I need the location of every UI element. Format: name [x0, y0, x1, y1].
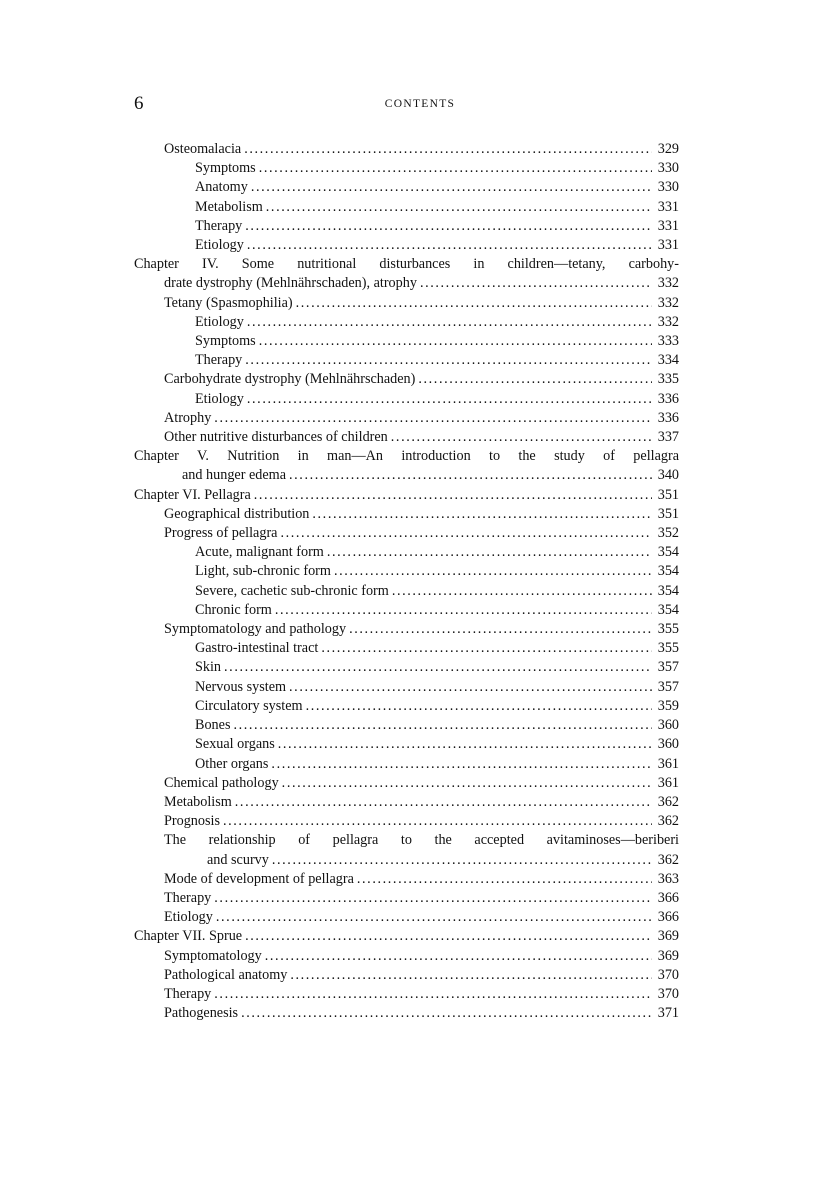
- dot-leader: [245, 217, 652, 236]
- toc-entry: [134, 274, 679, 293]
- toc-entry-title: Metabolism: [195, 198, 263, 215]
- dot-leader: [357, 870, 652, 889]
- toc-entry: [134, 697, 679, 716]
- toc-entry-page: 354: [657, 582, 679, 599]
- toc-entry-page: 362: [657, 851, 679, 868]
- toc-entry-title: Symptoms: [195, 160, 256, 177]
- toc-entry-page: 354: [657, 544, 679, 561]
- dot-leader: [251, 178, 652, 197]
- toc-entry: [134, 217, 679, 236]
- toc-entry: [134, 543, 679, 562]
- toc-entry-page: 366: [657, 889, 679, 906]
- toc-entry: [134, 947, 679, 966]
- dot-leader: [334, 562, 652, 581]
- toc-entry-page: 331: [657, 217, 679, 234]
- toc-entry-title: Chronic form: [195, 601, 272, 618]
- toc-entry-page: 330: [657, 179, 679, 196]
- toc-entry: [134, 409, 679, 428]
- running-header: CONTENTS: [384, 98, 456, 110]
- toc-entry: [134, 601, 679, 620]
- dot-leader: [418, 370, 652, 389]
- dot-leader: [306, 697, 652, 716]
- dot-leader: [289, 678, 652, 697]
- toc-entry-title: Symptomatology: [164, 947, 262, 964]
- toc-entry: [134, 812, 679, 831]
- toc-entry-title: Chapter VI. Pellagra: [134, 486, 251, 503]
- toc-entry-page: 355: [657, 621, 679, 638]
- toc-entry-page: 331: [657, 198, 679, 215]
- toc-entry-page: 360: [657, 717, 679, 734]
- toc-entry: [134, 198, 679, 217]
- toc-entry: [134, 620, 679, 639]
- toc-entry-page: 355: [657, 640, 679, 657]
- toc-entry-title: Other nutritive disturbances of children: [164, 429, 388, 446]
- toc-entry-page: 352: [657, 525, 679, 542]
- toc-entry: [134, 831, 679, 850]
- dot-leader: [349, 620, 652, 639]
- toc-entry-page: 337: [657, 429, 679, 446]
- toc-entry-title: Chapter VII. Sprue: [134, 928, 243, 945]
- toc-entry-page: 329: [657, 141, 679, 157]
- dot-leader: [290, 966, 652, 985]
- dot-leader: [327, 543, 652, 562]
- toc-entry: [134, 294, 679, 313]
- dot-leader: [289, 466, 652, 485]
- toc-entry-page: 357: [657, 659, 679, 676]
- toc-entry-title: Symptomatology and pathology: [164, 621, 347, 638]
- toc-entry-page: 332: [657, 313, 679, 330]
- toc-entry: [134, 524, 679, 543]
- toc-entry: [134, 466, 679, 485]
- toc-entry-title: Therapy: [164, 889, 212, 906]
- toc-entry-page: 336: [657, 409, 679, 426]
- toc-entry-title: Therapy: [195, 217, 243, 234]
- toc-entry-title: Anatomy: [195, 179, 248, 196]
- dot-leader: [280, 524, 652, 543]
- toc-entry-page: 369: [657, 947, 679, 964]
- toc-entry: [134, 505, 679, 524]
- dot-leader: [321, 639, 652, 658]
- dot-leader: [259, 159, 652, 178]
- toc-entry-page: 331: [657, 237, 679, 254]
- toc-entry-page: 369: [657, 928, 679, 945]
- toc-chapter-heading: [134, 447, 679, 466]
- dot-leader: [223, 812, 652, 831]
- dot-leader: [265, 947, 652, 966]
- dot-leader: [271, 755, 652, 774]
- dot-leader: [214, 889, 652, 908]
- toc-entry-title: Sexual organs: [195, 736, 275, 753]
- toc-entry: [134, 370, 679, 389]
- toc-entry-title: Etiology: [195, 237, 244, 254]
- toc-entry-page: 370: [657, 985, 679, 1002]
- toc-entry-page: 333: [657, 333, 679, 350]
- toc-entry-page: 362: [657, 813, 679, 830]
- page-number: 6: [134, 93, 144, 114]
- dot-leader: [245, 351, 652, 370]
- toc-entry-title: Metabolism: [164, 793, 232, 810]
- dot-leader: [254, 486, 652, 505]
- dot-leader: [214, 985, 652, 1004]
- toc-entry: [134, 313, 679, 332]
- toc-entry-page: 366: [657, 909, 679, 926]
- toc-entry-page: 370: [657, 966, 679, 983]
- toc-entry-title: Geographical distribution: [164, 505, 310, 522]
- toc-entry: [134, 851, 679, 870]
- toc-entry-title: Osteomalacia: [164, 141, 242, 157]
- toc-entry: [134, 735, 679, 754]
- toc-entry-page: 357: [657, 678, 679, 695]
- toc-entry-title: The relationship of pellagra to the accepted avitaminoses—beriberi: [164, 832, 679, 849]
- toc-entry-page: 361: [657, 755, 679, 772]
- dot-leader: [266, 198, 652, 217]
- toc-entry-page: 334: [657, 352, 679, 369]
- toc-entry: [134, 908, 679, 927]
- toc-entry-page: 360: [657, 736, 679, 753]
- toc-entry-title: Pathological anatomy: [164, 966, 288, 983]
- dot-leader: [312, 505, 652, 524]
- toc-entry-page: 335: [657, 371, 679, 388]
- toc-entry-title: Therapy: [195, 352, 243, 369]
- dot-leader: [235, 793, 652, 812]
- toc-entry-page: 359: [657, 697, 679, 714]
- toc-entry: [134, 985, 679, 1004]
- toc-entry-title: Chapter V. Nutrition in man—An introduction to the study of pellagra: [134, 448, 679, 465]
- toc-entry-title: Other organs: [195, 755, 269, 772]
- toc-entry: [134, 332, 679, 351]
- dot-leader: [224, 658, 652, 677]
- toc-entry: [134, 889, 679, 908]
- dot-leader: [392, 582, 652, 601]
- toc-entry: [134, 140, 679, 159]
- dot-leader: [245, 927, 652, 946]
- dot-leader: [259, 332, 652, 351]
- toc-entry: [134, 1004, 679, 1023]
- toc-entry: [134, 428, 679, 447]
- toc-entry-title: Severe, cachetic sub-chronic form: [195, 582, 389, 599]
- toc-entry-title: Circulatory system: [195, 697, 303, 714]
- toc-entry-title: Prognosis: [164, 813, 220, 830]
- dot-leader: [391, 428, 652, 447]
- toc-chapter-heading: [134, 486, 679, 505]
- toc-entry-page: 332: [657, 275, 679, 292]
- toc-entry: [134, 236, 679, 255]
- toc-entry: [134, 966, 679, 985]
- toc-entry: [134, 562, 679, 581]
- toc-entry: [134, 582, 679, 601]
- toc-entry-page: 330: [657, 160, 679, 177]
- table-of-contents: [134, 140, 679, 1023]
- toc-entry-title: Etiology: [195, 313, 244, 330]
- dot-leader: [282, 774, 652, 793]
- toc-entry-title: Bones: [195, 717, 231, 734]
- toc-entry-title: drate dystrophy (Mehlnährschaden), atrophy: [164, 275, 417, 292]
- toc-entry-title: Tetany (Spasmophilia): [164, 294, 293, 311]
- dot-leader: [275, 601, 652, 620]
- toc-entry-title: Atrophy: [164, 409, 212, 426]
- toc-entry-title: Chemical pathology: [164, 774, 279, 791]
- dot-leader: [233, 716, 652, 735]
- toc-entry-page: 351: [657, 505, 679, 522]
- toc-entry-title: Chapter IV. Some nutritional disturbances in children—tetany, carbohy-: [134, 256, 679, 273]
- toc-entry: [134, 716, 679, 735]
- toc-entry-title: Nervous system: [195, 678, 287, 695]
- toc-entry-page: 336: [657, 390, 679, 407]
- toc-entry-page: 354: [657, 601, 679, 618]
- dot-leader: [216, 908, 652, 927]
- dot-leader: [278, 735, 652, 754]
- toc-entry: [134, 678, 679, 697]
- dot-leader: [247, 390, 652, 409]
- toc-entry: [134, 351, 679, 370]
- dot-leader: [244, 140, 652, 159]
- toc-entry-page: 340: [657, 467, 679, 484]
- toc-entry-title: Skin: [195, 659, 222, 676]
- toc-entry-page: 332: [657, 294, 679, 311]
- toc-entry: [134, 178, 679, 197]
- toc-entry: [134, 658, 679, 677]
- toc-entry-title: Etiology: [164, 909, 213, 926]
- dot-leader: [420, 274, 652, 293]
- toc-entry-title: and hunger edema: [182, 467, 286, 484]
- toc-entry: [134, 639, 679, 658]
- toc-entry-title: Symptoms: [195, 333, 256, 350]
- dot-leader: [272, 851, 652, 870]
- toc-entry-title: Acute, malignant form: [195, 544, 324, 561]
- toc-entry: [134, 793, 679, 812]
- toc-entry-page: 371: [657, 1005, 679, 1022]
- toc-entry-title: Mode of development of pellagra: [164, 870, 354, 887]
- toc-entry-page: 363: [657, 870, 679, 887]
- toc-entry-page: 361: [657, 774, 679, 791]
- toc-entry-title: Etiology: [195, 390, 244, 407]
- dot-leader: [214, 409, 652, 428]
- dot-leader: [241, 1004, 652, 1023]
- toc-entry-title: Progress of pellagra: [164, 525, 278, 542]
- dot-leader: [247, 236, 652, 255]
- toc-entry-title: Light, sub-chronic form: [195, 563, 331, 580]
- toc-entry: [134, 870, 679, 889]
- toc-entry: [134, 755, 679, 774]
- toc-entry-title: Gastro-intestinal tract: [195, 640, 319, 657]
- toc-entry: [134, 774, 679, 793]
- dot-leader: [296, 294, 652, 313]
- toc-entry-page: 351: [657, 486, 679, 503]
- toc-entry-title: Pathogenesis: [164, 1005, 239, 1022]
- dot-leader: [247, 313, 652, 332]
- toc-entry-title: and scurvy: [207, 851, 269, 868]
- toc-chapter-heading: [134, 255, 679, 274]
- toc-entry: [134, 390, 679, 409]
- toc-entry-page: 362: [657, 793, 679, 810]
- toc-entry-page: 354: [657, 563, 679, 580]
- toc-chapter-heading: [134, 927, 679, 946]
- toc-entry: [134, 159, 679, 178]
- toc-entry-title: Carbohydrate dystrophy (Mehlnährschaden): [164, 371, 416, 388]
- toc-entry-title: Therapy: [164, 985, 212, 1002]
